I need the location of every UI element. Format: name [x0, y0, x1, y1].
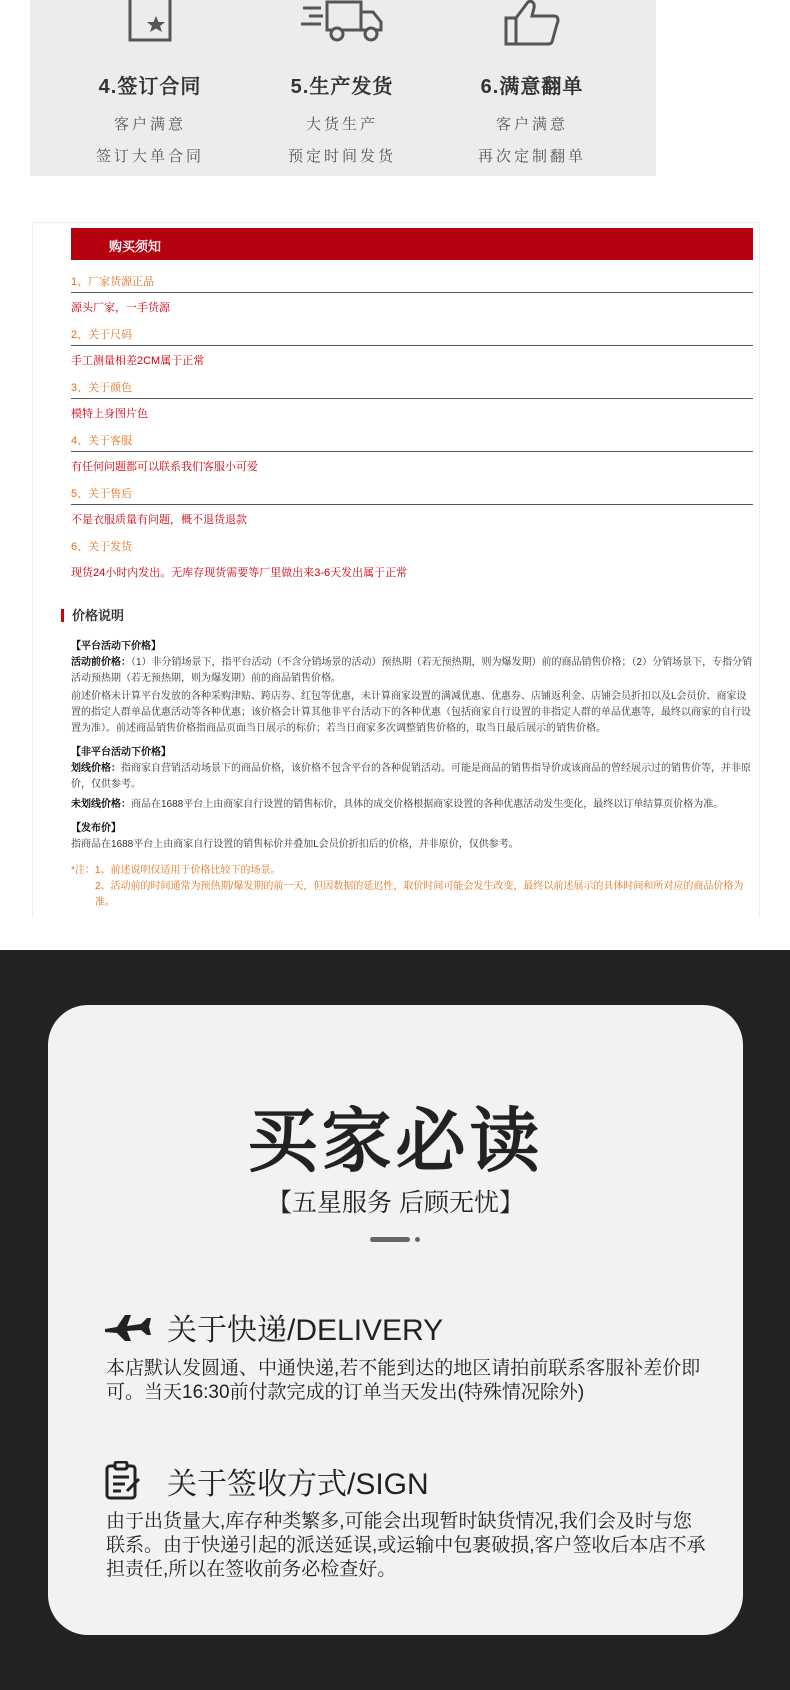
price-title: 价格说明 — [61, 609, 124, 622]
step-line: 签订大单合同 — [95, 147, 204, 165]
purchase-notes — [32, 222, 760, 918]
note-item — [71, 426, 753, 473]
note-answer: 源头厂家，一手货源 — [71, 302, 170, 314]
note-item — [71, 532, 753, 579]
step-line: 客户满意 — [113, 115, 186, 133]
note-question: 3、关于颜色 — [71, 382, 133, 394]
delivery-body: 本店默认发圆通、中通快递,若不能到达的地区请拍前联系客服补差价即可。当天16:30前付款完成的订单当天发出(特殊情况除外) — [106, 1358, 701, 1403]
divider — [71, 504, 753, 505]
buyer-card — [48, 1005, 743, 1635]
note-answer: 不是衣服质量有问题，概不退货退款 — [71, 514, 247, 526]
delivery-truck-icon — [297, 0, 387, 46]
price-note1: *注：1、前述说明仅适用于价格比较下的场景。 — [71, 865, 281, 876]
price-note2: 2、活动前的时间通常为预热期/爆发期的前一天，但因数据的延迟性，取价时间可能会发生改变，最终以前述展示的具体时间和所对应的商品价格为准。 — [95, 881, 744, 908]
price-unstrike-block — [71, 797, 753, 813]
price-active-text2: 前述价格未计算平台发放的各种采购津贴、跨店券、红包等优惠，未计算商家设置的满减优惠、优惠券、店铺返利金、店铺会员折扣以及L会员价、商家设置的指定人群单品优惠活动等各种优惠；该价格会计算其他非平台活动下的各种优惠（包括商家自行设置的非指定人群的单品优惠等，最终以商家的自行设置为准）。前述商品销售价格指商品页面当日展示的标价；若当日商家多次调整销售价格的，取当日最后展示的销售价格。 — [71, 691, 751, 734]
price-active-label: 活动前价格： — [71, 657, 131, 668]
price-publish-block — [71, 821, 753, 853]
divider — [71, 451, 753, 452]
thumbs-up-icon — [502, 0, 562, 46]
buyer-title: 买家必读 — [247, 1102, 544, 1180]
step-title: 6.满意翻单 — [480, 76, 584, 98]
note-answer: 有任何问题都可以联系我们客服小可爱 — [71, 461, 258, 473]
step-line: 再次定制翻单 — [477, 147, 586, 165]
step-production — [242, 0, 442, 176]
notes-header-bar — [71, 228, 753, 260]
price-platform-block — [71, 639, 753, 687]
step-reorder — [432, 0, 632, 176]
step-contract — [50, 0, 250, 176]
sign-heading-text: 关于签收方式/SIGN — [167, 1468, 429, 1501]
note-answer: 手工测量相差2CM属于正常 — [71, 355, 205, 367]
airplane-icon — [103, 1307, 153, 1343]
price-strike-label: 划线价格： — [71, 763, 121, 774]
sign-body: 由于出货量大,库存种类繁多,可能会出现暂时缺货情况,我们会及时与您联系。由于快递引起的派送延误,或运输中包裹破损,客户签收后本店不承担责任,所以在签收前务必检查好。 — [106, 1511, 706, 1580]
note-answer: 模特上身图片色 — [71, 408, 148, 420]
decor-dot — [415, 1237, 420, 1242]
price-unstrike-label: 未划线价格： — [71, 799, 131, 810]
note-answer: 现货24小时内发出。无库存现货需要等厂里做出来3-6天发出属于正常 — [71, 567, 408, 579]
price-strike-text: 指商家自营销活动场景下的商品价格，该价格不包含平台的各种促销活动。可能是商品的销售指导价或该商品的曾经展示过的销售价等，并非原价，仅供参考。 — [71, 763, 751, 790]
divider — [71, 345, 753, 346]
clipboard-icon — [103, 1461, 143, 1501]
note-question: 4、关于客服 — [71, 435, 133, 447]
price-publish-text: 指商品在1688平台上由商家自行设置的销售标价并叠加L会员价折扣后的价格，并非原价，仅供参考。 — [71, 839, 519, 850]
divider — [71, 292, 753, 293]
decor-dash — [370, 1237, 410, 1242]
process-steps — [30, 0, 656, 176]
divider — [71, 398, 753, 399]
note-item — [71, 373, 753, 420]
note-question: 2、关于尺码 — [71, 329, 133, 341]
notes-header: 购买须知 — [109, 239, 162, 254]
price-nonplatform-head: 【非平台活动下价格】 — [71, 747, 171, 758]
buyer-subtitle: 【五星服务 后顾无忧】 — [267, 1189, 524, 1217]
note-question: 1、厂家货源正品 — [71, 276, 155, 288]
price-nonplatform-block — [71, 745, 753, 793]
price-platform-head: 【平台活动下价格】 — [71, 641, 161, 652]
price-active-text: （1）非分销场景下，指平台活动（不含分销场景的活动）预热期（若无预热期，则为爆发期）前的商品销售价格；（2）分销场景下，专指分销活动预热期（若无预热期，则为爆发期）前的商品销售价格。 — [71, 657, 753, 684]
note-question: 6、关于发货 — [71, 541, 133, 553]
note-item — [71, 479, 753, 526]
note-item — [71, 320, 753, 367]
delivery-heading-text: 关于快递/DELIVERY — [167, 1314, 444, 1347]
step-title: 5.生产发货 — [290, 76, 394, 98]
step-line: 预定时间发货 — [287, 147, 396, 165]
buyer-section — [0, 950, 790, 1690]
price-publish-head: 【发布价】 — [71, 823, 121, 834]
step-line: 大货生产 — [305, 115, 378, 133]
note-question: 5、关于售后 — [71, 488, 133, 500]
step-title: 4.签订合同 — [98, 76, 202, 98]
step-line: 客户满意 — [495, 115, 568, 133]
contract-star-icon — [122, 0, 178, 46]
note-item — [71, 267, 753, 314]
price-unstrike-text: 商品在1688平台上由商家自行设置的销售标价，具体的成交价格根据商家设置的各种优惠活动发生变化，最终以订单结算页价格为准。 — [131, 799, 724, 810]
